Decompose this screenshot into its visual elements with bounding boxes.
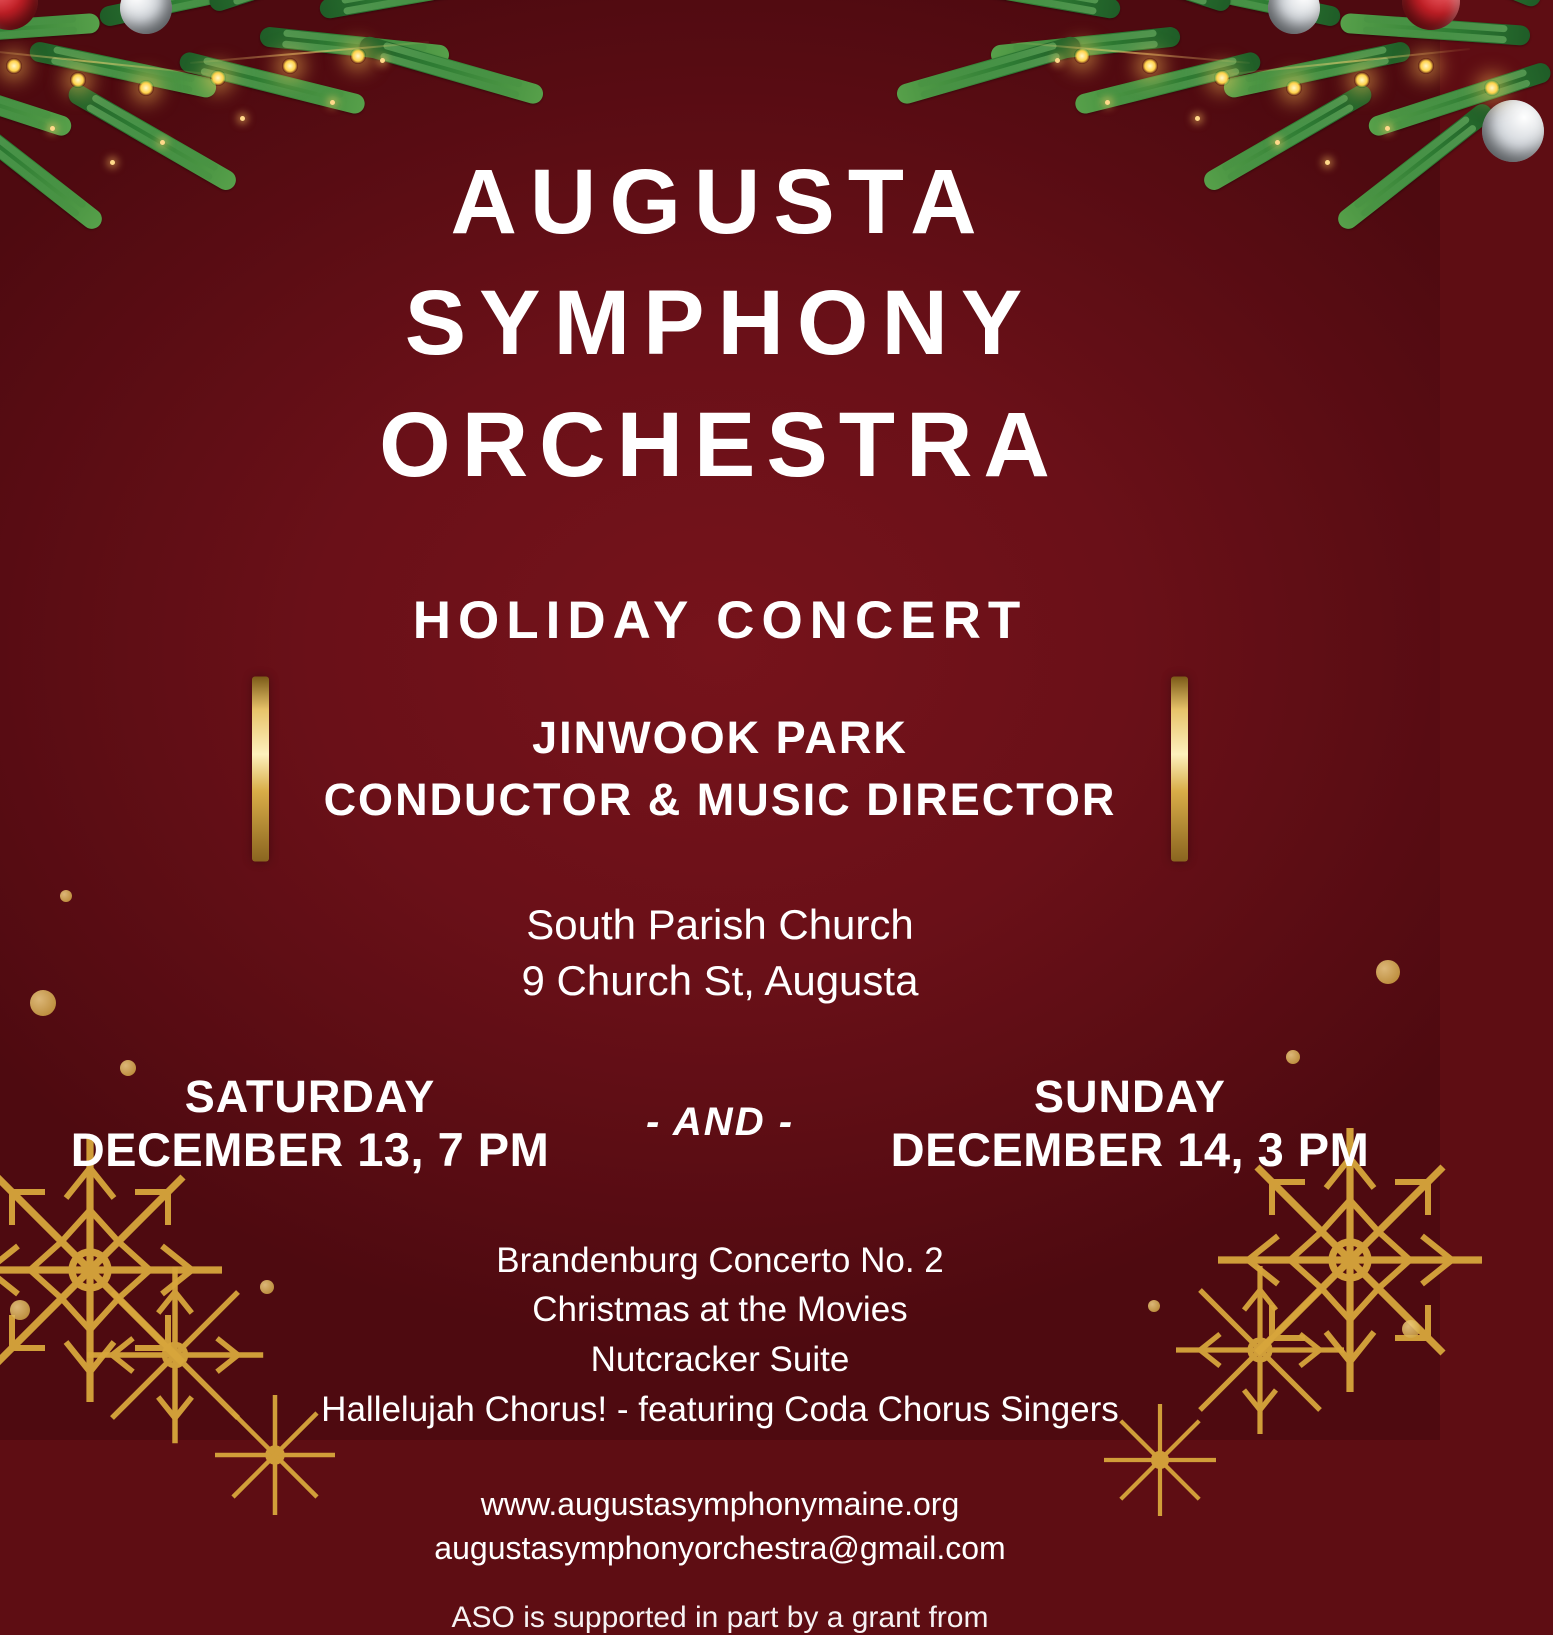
conductor-text <box>324 707 1117 831</box>
conductor-role: CONDUCTOR & MUSIC DIRECTOR <box>323 774 1117 826</box>
program-item: Christmas at the Movies <box>532 1290 908 1330</box>
event-subtitle: HOLIDAY CONCERT <box>412 590 1028 650</box>
ornament-bauble <box>1482 100 1544 162</box>
string-light <box>1484 80 1500 96</box>
venue-address: 9 Church St, Augusta <box>521 956 919 1004</box>
program-item: Nutcracker Suite <box>590 1339 850 1379</box>
page-title <box>379 142 1061 506</box>
email-link[interactable]: augustasymphonyorchestra@gmail.com <box>434 1530 1006 1567</box>
date-first-full: DECEMBER 13, 7 PM <box>70 1123 550 1177</box>
dates-separator: - AND - <box>645 1099 795 1144</box>
date-first <box>50 1071 570 1178</box>
program-item: Hallelujah Chorus! - featuring Coda Chorus Singers <box>321 1389 1119 1429</box>
date-second-day: SUNDAY <box>1034 1070 1226 1122</box>
date-second-full: DECEMBER 14, 3 PM <box>890 1123 1370 1177</box>
conductor-block <box>240 707 1200 831</box>
conductor-name: JINWOOK PARK <box>532 711 908 763</box>
title-line-1: AUGUSTA <box>450 151 990 253</box>
gold-bar-right <box>1171 677 1188 862</box>
venue-block <box>522 897 919 1009</box>
sponsor-footnote: ASO is supported in part by a grant from <box>451 1600 989 1634</box>
venue-name: South Parish Church <box>526 901 914 949</box>
title-line-3: ORCHESTRA <box>379 393 1061 496</box>
gold-bar-left <box>252 677 269 862</box>
title-line-2: SYMPHONY <box>404 272 1036 375</box>
contact-block <box>434 1482 1005 1570</box>
website-link[interactable]: www.augustasymphonymaine.org <box>480 1486 960 1523</box>
program-list <box>321 1236 1119 1435</box>
dates-block <box>50 1071 1390 1178</box>
date-second <box>870 1071 1390 1178</box>
program-item: Brandenburg Concerto No. 2 <box>496 1240 944 1280</box>
date-first-day: SATURDAY <box>184 1070 436 1122</box>
